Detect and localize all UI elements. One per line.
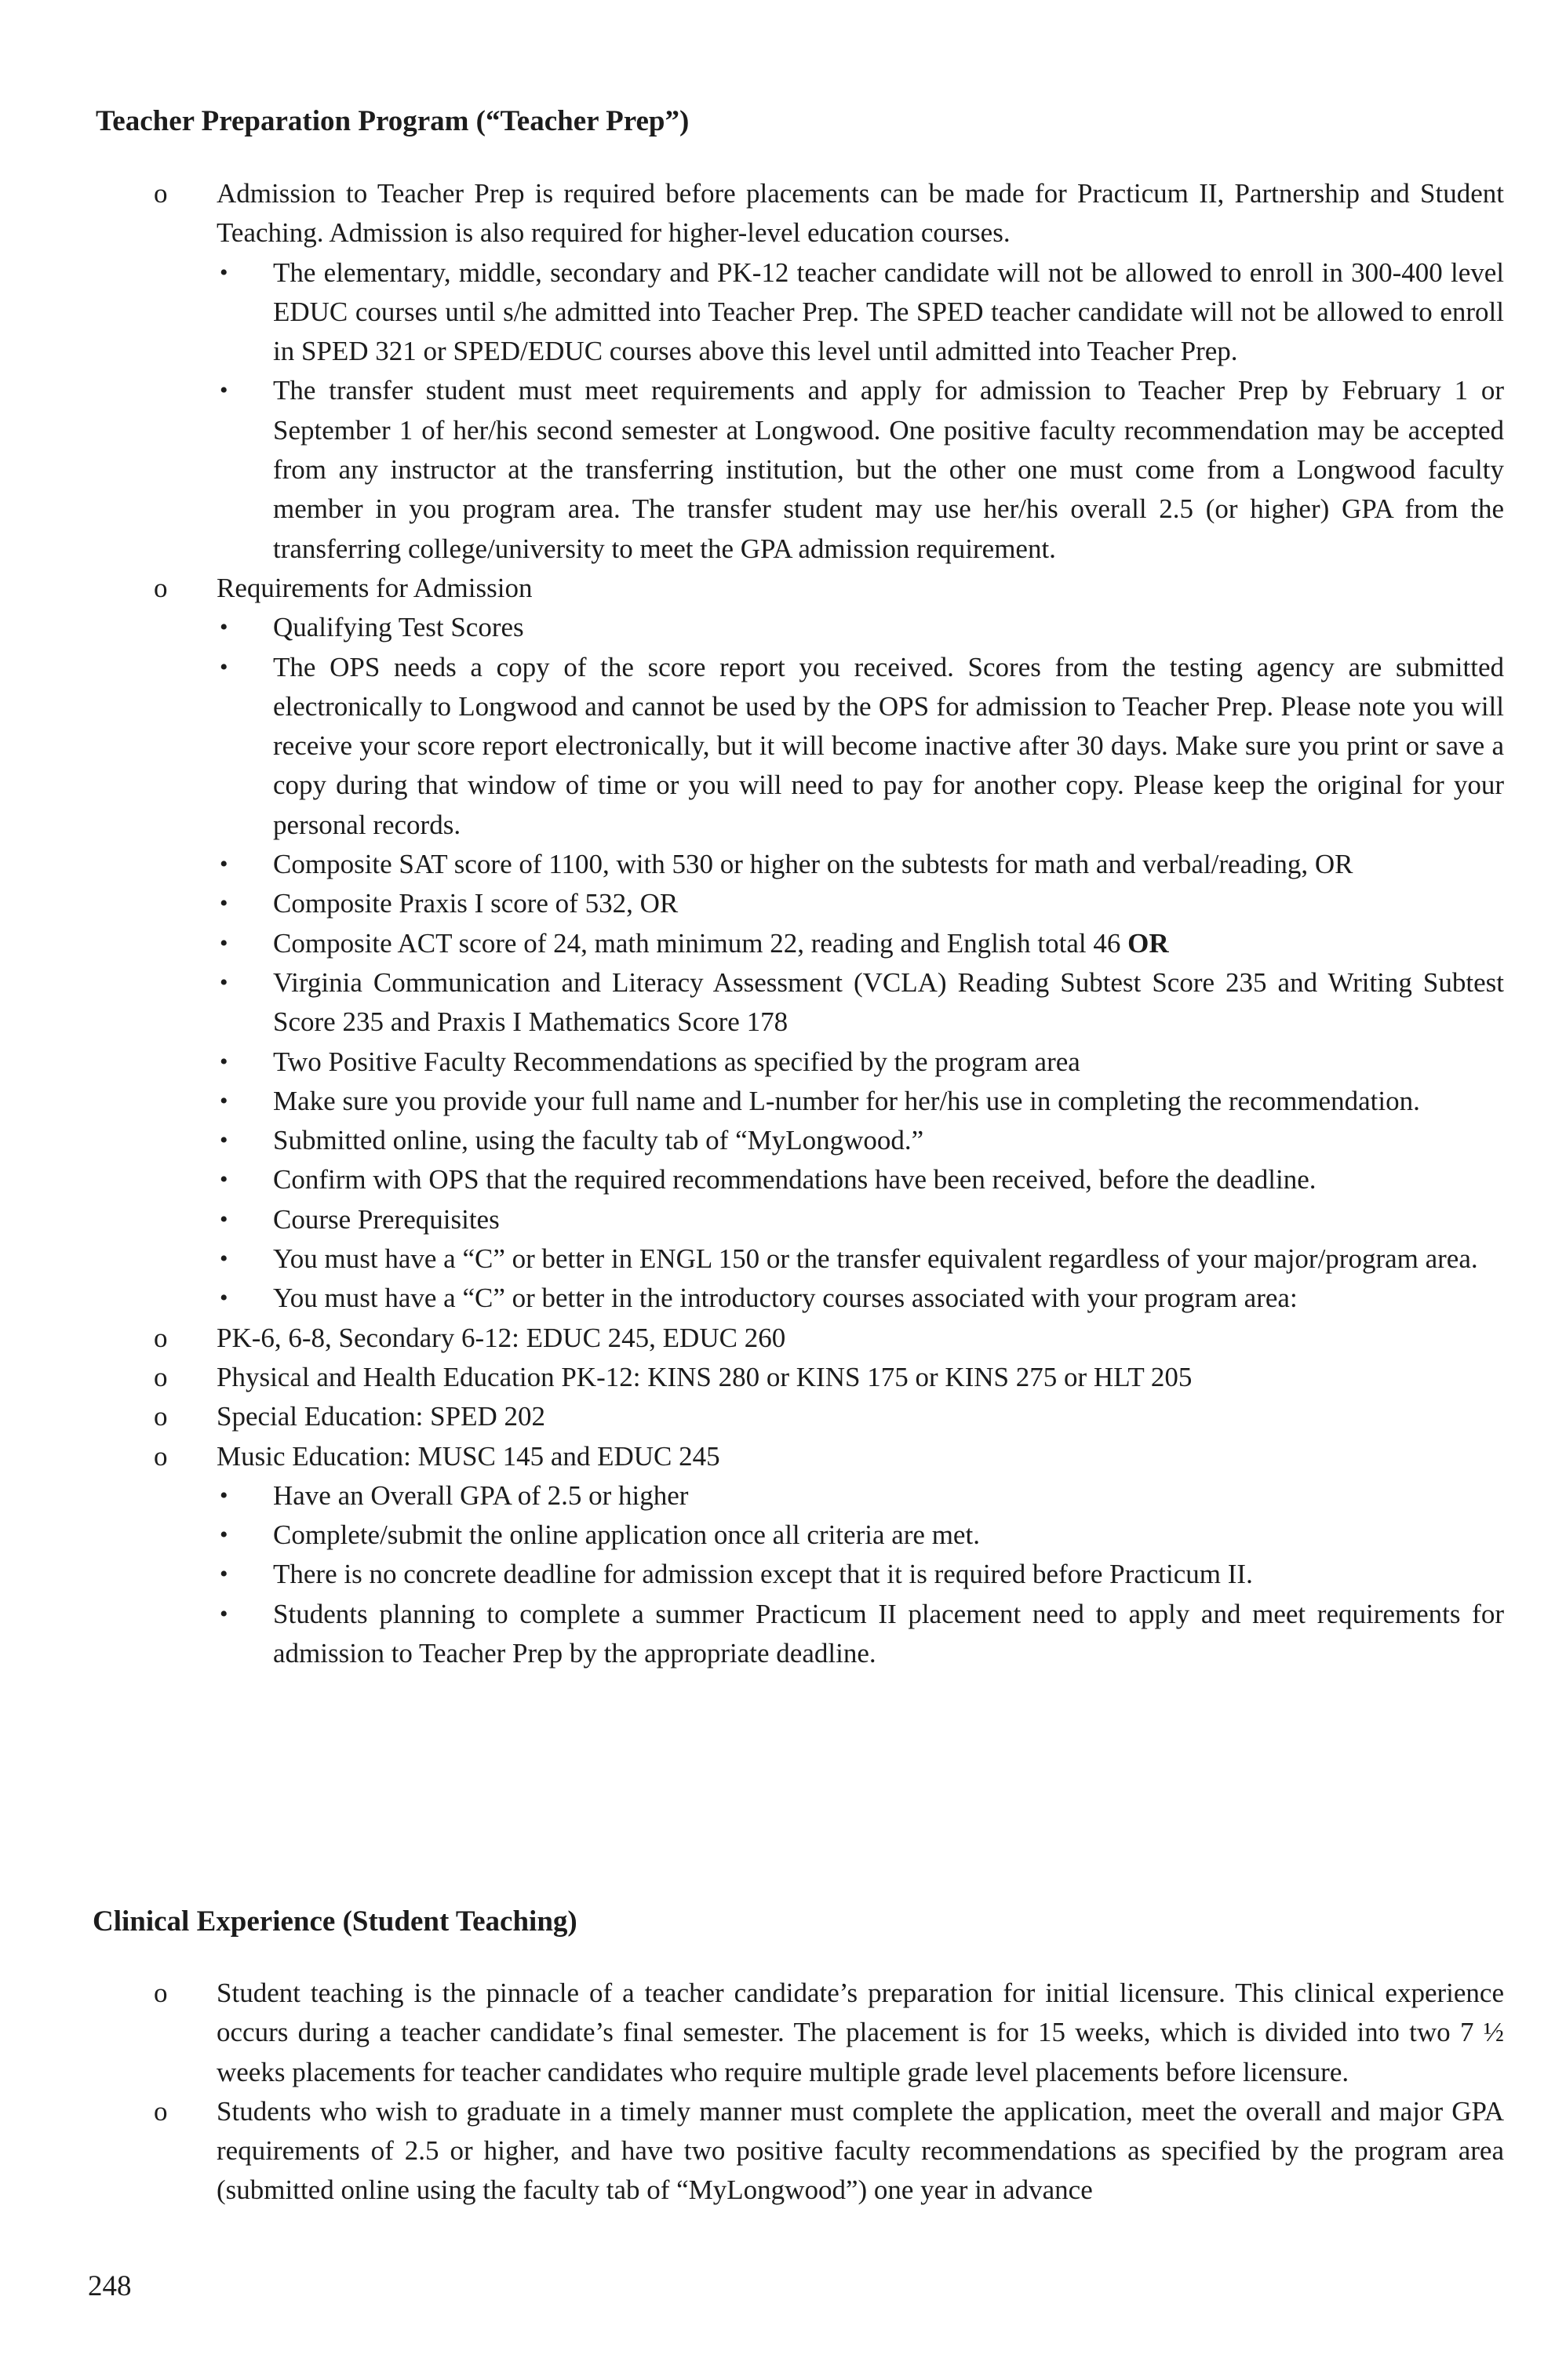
list-item	[0, 1516, 1504, 1555]
item-text: The OPS needs a copy of the score report you received. Scores from the testing agency are submitted electronically to Longwood and cannot be used by the OPS for admission to Teacher Prep. Please note you will receive your score report electronically, but it will become inactive after 30 days. Make sure you print or save a copy during that window of time or you will need to pay for another copy. Please keep the original for your personal records.	[273, 651, 1504, 840]
list-item	[0, 253, 1504, 372]
bullet-icon: •	[220, 1087, 228, 1114]
section-title-clinical: Clinical Experience (Student Teaching)	[93, 1905, 577, 1938]
item-text: Qualifying Test Scores	[273, 612, 524, 643]
o-marker: o	[154, 1440, 168, 1472]
item-text: Student teaching is the pinnacle of a teacher candidate’s preparation for initial licensure. This clinical experience occurs during a teacher candidate’s final semester. The placement is for 15 weeks, which is divided into two 7 ½ weeks placements for teacher candidates who require multiple grade level placements before licensure.	[217, 1978, 1504, 2087]
list-item	[0, 1397, 1504, 1436]
bullet-icon: •	[220, 890, 228, 917]
list-item	[0, 1200, 1504, 1239]
o-marker: o	[154, 178, 168, 209]
item-text: Students planning to complete a summer Practicum II placement need to apply and meet requirements for admission to Teacher Prep by the appropriate deadline.	[273, 1598, 1504, 1669]
item-text: Composite ACT score of 24, math minimum 22, reading and English total 46	[273, 927, 1121, 959]
item-text: Confirm with OPS that the required recommendations have been received, before the deadline.	[273, 1164, 1317, 1195]
clinical-list	[0, 1974, 1566, 2211]
list-item	[0, 1555, 1504, 1594]
section-title-teacher-prep: Teacher Preparation Program (“Teacher Prep”)	[96, 105, 690, 137]
item-text: The transfer student must meet requirements and apply for admission to Teacher Prep by February 1 or September 1 of her/his second semester at Longwood. One positive faculty recommendation may be accepted from any instructor at the transferring institution, but the other one must come from a Longwood faculty member in you program area. The transfer student may use her/his overall 2.5 (or higher) GPA from the transferring college/university to meet the GPA admission requirement.	[273, 375, 1504, 564]
list-item	[0, 1239, 1504, 1279]
item-text: Complete/submit the online application once all criteria are met.	[273, 1519, 980, 1551]
list-item	[0, 371, 1504, 568]
item-text: Physical and Health Education PK-12: KINS 280 or KINS 175 or KINS 275 or HLT 205	[217, 1361, 1193, 1392]
bullet-icon: •	[220, 1285, 228, 1312]
teacher-prep-list	[0, 174, 1566, 1673]
list-item	[0, 1437, 1504, 1476]
list-item	[0, 608, 1504, 647]
list-item	[0, 1595, 1504, 1674]
list-item	[0, 1319, 1504, 1358]
o-marker: o	[154, 572, 168, 603]
list-item	[0, 1974, 1504, 2092]
bullet-icon: •	[220, 1166, 228, 1193]
bullet-icon: •	[220, 930, 228, 956]
list-item	[0, 845, 1504, 884]
bullet-icon: •	[220, 969, 228, 995]
list-item	[0, 1476, 1504, 1516]
item-text: There is no concrete deadline for admission except that it is required before Practicum II.	[273, 1559, 1253, 1590]
o-marker: o	[154, 1401, 168, 1432]
o-marker: o	[154, 2095, 168, 2127]
item-text: Two Positive Faculty Recommendations as specified by the program area	[273, 1046, 1080, 1077]
item-text: Admission to Teacher Prep is required before placements can be made for Practicum II, Partnership and Student Teaching. Admission is also required for higher-level education courses.	[217, 178, 1504, 249]
page-number: 248	[88, 2270, 132, 2302]
list-item	[0, 1082, 1504, 1121]
item-text: Have an Overall GPA of 2.5 or higher	[273, 1479, 689, 1511]
bullet-icon: •	[220, 1048, 228, 1075]
item-text: Course Prerequisites	[273, 1203, 500, 1235]
list-item	[0, 1160, 1504, 1199]
item-text: Composite SAT score of 1100, with 530 or higher on the subtests for math and verbal/reading, OR	[273, 849, 1353, 880]
list-item	[0, 884, 1504, 923]
bullet-icon: •	[220, 1206, 228, 1232]
list-item	[0, 1358, 1504, 1397]
item-text: Make sure you provide your full name and L-number for her/his use in completing the recommendation.	[273, 1085, 1420, 1116]
list-item	[0, 963, 1504, 1043]
list-item	[0, 569, 1504, 608]
list-item	[0, 2092, 1504, 2211]
item-text: Music Education: MUSC 145 and EDUC 245	[217, 1440, 720, 1472]
bullet-icon: •	[220, 1561, 228, 1588]
o-marker: o	[154, 1322, 168, 1353]
o-marker: o	[154, 1361, 168, 1392]
item-text: Composite Praxis I score of 532, OR	[273, 888, 679, 919]
bullet-icon: •	[220, 1246, 228, 1272]
bullet-icon: •	[220, 1600, 228, 1627]
list-item	[0, 174, 1504, 253]
list-item	[0, 1121, 1504, 1160]
bullet-icon: •	[220, 1522, 228, 1548]
item-text: You must have a “C” or better in the introductory courses associated with your program area:	[273, 1283, 1298, 1314]
bullet-icon: •	[220, 1127, 228, 1154]
item-text: Requirements for Admission	[217, 572, 533, 603]
item-text: The elementary, middle, secondary and PK-12 teacher candidate will not be allowed to enroll in 300-400 level EDUC courses until s/he admitted into Teacher Prep. The SPED teacher candidate will not be allowed to enroll in SPED 321 or SPED/EDUC courses above this level until admitted into Teacher Prep.	[273, 257, 1504, 367]
item-text: Students who wish to graduate in a timely manner must complete the application, meet the overall and major GPA requirements of 2.5 or higher, and have two positive faculty recommendations as specified by the program area (submitted online using the faculty tab of “MyLongwood”) one year in advance	[217, 2095, 1504, 2206]
bullet-icon: •	[220, 653, 228, 680]
item-text: Submitted online, using the faculty tab of “MyLongwood.”	[273, 1125, 924, 1156]
item-text: Special Education: SPED 202	[217, 1401, 545, 1432]
bold-or: OR	[1127, 927, 1169, 959]
list-item	[0, 924, 1504, 963]
o-marker: o	[154, 1978, 168, 2008]
bullet-icon: •	[220, 259, 228, 286]
bullet-icon: •	[220, 1482, 228, 1508]
item-text: You must have a “C” or better in ENGL 150 or the transfer equivalent regardless of your major/program area.	[273, 1243, 1478, 1275]
list-item	[0, 1279, 1504, 1318]
bullet-icon: •	[220, 377, 228, 404]
list-item	[0, 648, 1504, 845]
list-item	[0, 1043, 1504, 1082]
item-text: Virginia Communication and Literacy Assessment (VCLA) Reading Subtest Score 235 and Writing Subtest Score 235 and Praxis I Mathematics Score 178	[273, 966, 1504, 1038]
item-text: PK-6, 6-8, Secondary 6-12: EDUC 245, EDUC 260	[217, 1322, 786, 1353]
bullet-icon: •	[220, 851, 228, 878]
bullet-icon: •	[220, 614, 228, 641]
